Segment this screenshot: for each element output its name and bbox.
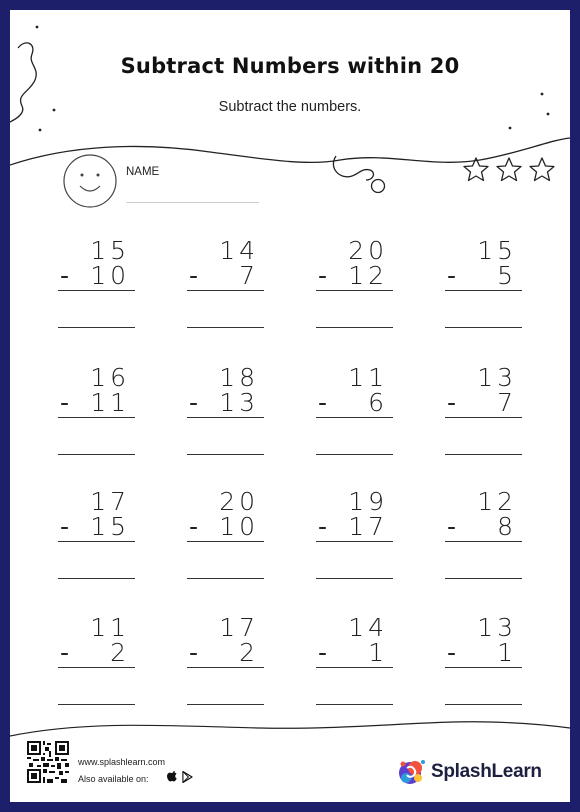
answer-line[interactable] (58, 578, 135, 579)
star-icon (530, 158, 554, 181)
bubble-decoration (372, 180, 385, 193)
minus-sign: - (447, 388, 457, 417)
subtrahend: 7 (497, 388, 517, 417)
problem-card (58, 365, 138, 485)
subtrahend: 17 (348, 512, 388, 541)
answer-line[interactable] (58, 704, 135, 705)
answer-line[interactable] (316, 454, 393, 455)
minus-sign: - (318, 638, 328, 667)
subtrahend: 15 (90, 512, 130, 541)
subtrahend: 1 (368, 638, 388, 667)
answer-line[interactable] (445, 454, 522, 455)
sum-rule (187, 417, 264, 418)
minus-sign: - (189, 261, 199, 290)
answer-line[interactable] (187, 454, 264, 455)
subtrahend: 1 (497, 638, 517, 667)
dot-decoration (541, 93, 544, 96)
minuend: 16 (90, 363, 130, 392)
sum-rule (445, 667, 522, 668)
minuend: 17 (219, 613, 259, 642)
sum-rule (187, 667, 264, 668)
star-icon (497, 158, 521, 181)
problem-card (58, 615, 138, 735)
minus-sign: - (189, 638, 199, 667)
minus-sign: - (60, 638, 70, 667)
minuend: 11 (348, 363, 388, 392)
sum-rule (187, 541, 264, 542)
problem-card (187, 365, 267, 485)
problem-card (445, 365, 525, 485)
sum-rule (58, 417, 135, 418)
available-on-label: Also available on: (78, 774, 149, 784)
sum-rule (316, 541, 393, 542)
answer-line[interactable] (445, 327, 522, 328)
minuend: 13 (477, 363, 517, 392)
answer-line[interactable] (187, 704, 264, 705)
dot-decoration (36, 26, 39, 29)
minus-sign: - (447, 261, 457, 290)
problem-card (445, 238, 525, 358)
dot-decoration (509, 127, 512, 130)
name-input-line[interactable] (126, 202, 259, 203)
answer-line[interactable] (316, 578, 393, 579)
minuend: 15 (477, 236, 517, 265)
header-wave (10, 138, 570, 165)
splashlearn-logo-icon (396, 756, 428, 788)
problem-card (316, 615, 396, 735)
sum-rule (58, 541, 135, 542)
minus-sign: - (318, 261, 328, 290)
minuend: 14 (219, 236, 259, 265)
minuend: 20 (219, 487, 259, 516)
subtrahend: 11 (90, 388, 130, 417)
minus-sign: - (60, 512, 70, 541)
website-link[interactable]: www.splashlearn.com (78, 757, 166, 767)
minuend: 13 (477, 613, 517, 642)
sum-rule (445, 417, 522, 418)
dot-decoration (39, 129, 42, 132)
subtrahend: 8 (497, 512, 517, 541)
subtrahend: 12 (348, 261, 388, 290)
minuend: 19 (348, 487, 388, 516)
sum-rule (316, 290, 393, 291)
minuend: 12 (477, 487, 517, 516)
subtrahend: 10 (219, 512, 259, 541)
subtrahend: 13 (219, 388, 259, 417)
subtrahend: 10 (90, 261, 130, 290)
subtrahend: 5 (497, 261, 517, 290)
minuend: 14 (348, 613, 388, 642)
minus-sign: - (189, 388, 199, 417)
answer-line[interactable] (187, 578, 264, 579)
smiley-icon (64, 155, 116, 207)
problem-card (58, 238, 138, 358)
sum-rule (445, 290, 522, 291)
problem-card (187, 238, 267, 358)
minus-sign: - (189, 512, 199, 541)
sum-rule (316, 417, 393, 418)
minus-sign: - (60, 261, 70, 290)
apple-icon[interactable] (167, 771, 178, 783)
sum-rule (58, 667, 135, 668)
problem-card (58, 489, 138, 609)
answer-line[interactable] (445, 578, 522, 579)
answer-line[interactable] (58, 327, 135, 328)
subtrahend: 2 (110, 638, 130, 667)
problem-card (316, 489, 396, 609)
subtrahend: 6 (368, 388, 388, 417)
minuend: 11 (90, 613, 130, 642)
rating-stars (464, 158, 554, 181)
minus-sign: - (318, 512, 328, 541)
minuend: 20 (348, 236, 388, 265)
minus-sign: - (447, 512, 457, 541)
minuend: 17 (90, 487, 130, 516)
problem-card (316, 238, 396, 358)
minus-sign: - (447, 638, 457, 667)
answer-line[interactable] (187, 327, 264, 328)
sum-rule (58, 290, 135, 291)
minus-sign: - (318, 388, 328, 417)
problem-card (187, 489, 267, 609)
brand-name: SplashLearn (431, 761, 542, 782)
subtrahend: 2 (239, 638, 259, 667)
subtrahend: 7 (239, 261, 259, 290)
minuend: 15 (90, 236, 130, 265)
problem-card (445, 489, 525, 609)
answer-line[interactable] (445, 704, 522, 705)
sum-rule (445, 541, 522, 542)
answer-line[interactable] (316, 327, 393, 328)
minuend: 18 (219, 363, 259, 392)
answer-line[interactable] (58, 454, 135, 455)
problem-card (445, 615, 525, 735)
sum-rule (316, 667, 393, 668)
minus-sign: - (60, 388, 70, 417)
page-title: Subtract Numbers within 20 (120, 54, 460, 78)
name-label: NAME (126, 166, 160, 178)
problem-card (316, 365, 396, 485)
play-store-icon[interactable] (182, 771, 193, 783)
problem-card (187, 615, 267, 735)
instructions: Subtract the numbers. (218, 99, 362, 115)
sum-rule (187, 290, 264, 291)
qr-code-icon (27, 741, 69, 783)
answer-line[interactable] (316, 704, 393, 705)
